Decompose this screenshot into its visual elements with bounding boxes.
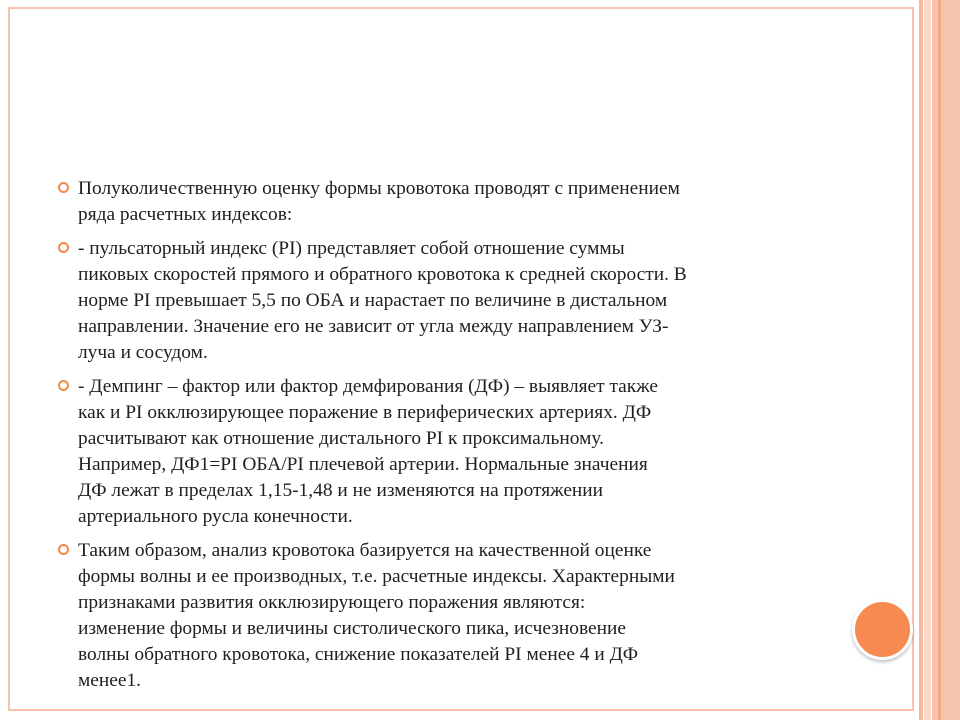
decor-stripe — [924, 0, 931, 720]
text-line: как и PI окклюзирующее поражение в периферических артериях. ДФ — [78, 402, 652, 423]
text-line: Например, ДФ1=PI ОБА/PI плечевой артерии. Нормальные значения — [78, 454, 648, 475]
bullet-circle-icon — [58, 544, 69, 555]
bullet-circle-icon — [58, 242, 69, 253]
decor-stripe — [932, 0, 960, 720]
text-line: Таким образом, анализ кровотока базируется на качественной оценке — [78, 540, 652, 561]
text-line: ряда расчетных индексов: — [78, 204, 293, 225]
text-line: норме PI превышает 5,5 по ОБА и нарастает по величине в дистальном — [78, 290, 668, 311]
bullet-item — [58, 538, 828, 694]
bullet-text — [78, 236, 828, 366]
text-line: менее1. — [78, 670, 142, 691]
text-line: формы волны и ее производных, т.е. расчетные индексы. Характерными — [78, 566, 675, 587]
decor-stripe — [938, 0, 941, 720]
bullet-item — [58, 236, 828, 366]
text-line: признаками развития окклюзирующего поражения являются: — [78, 592, 586, 613]
decor-stripe — [919, 0, 923, 720]
text-line: Полуколичественную оценку формы кровотока проводят с применением — [78, 178, 680, 199]
decor-circle — [852, 599, 913, 660]
text-line: расчитывают как отношение дистального PI к проксимальному. — [78, 428, 604, 449]
text-line: луча и сосудом. — [78, 342, 208, 363]
bullet-circle-icon — [58, 182, 69, 193]
bullet-text — [78, 538, 828, 694]
text-line: направлении. Значение его не зависит от угла между направлением УЗ- — [78, 316, 669, 337]
bullet-text — [78, 176, 828, 228]
bullet-text — [78, 374, 828, 530]
bullet-item — [58, 176, 828, 228]
text-line: - пульсаторный индекс (PI) представляет собой отношение суммы — [78, 238, 625, 259]
slide-body — [58, 176, 828, 702]
text-line: изменение формы и величины систолического пика, исчезновение — [78, 618, 626, 639]
bullet-item — [58, 374, 828, 530]
text-line: ДФ лежат в пределах 1,15-1,48 и не изменяются на протяжении — [78, 480, 604, 501]
text-line: пиковых скоростей прямого и обратного кровотока к средней скорости. В — [78, 264, 687, 285]
text-line: - Демпинг – фактор или фактор демфирования (ДФ) – выявляет также — [78, 376, 658, 397]
text-line: артериального русла конечности. — [78, 506, 353, 527]
text-line: волны обратного кровотока, снижение показателей PI менее 4 и ДФ — [78, 644, 639, 665]
bullet-circle-icon — [58, 380, 69, 391]
